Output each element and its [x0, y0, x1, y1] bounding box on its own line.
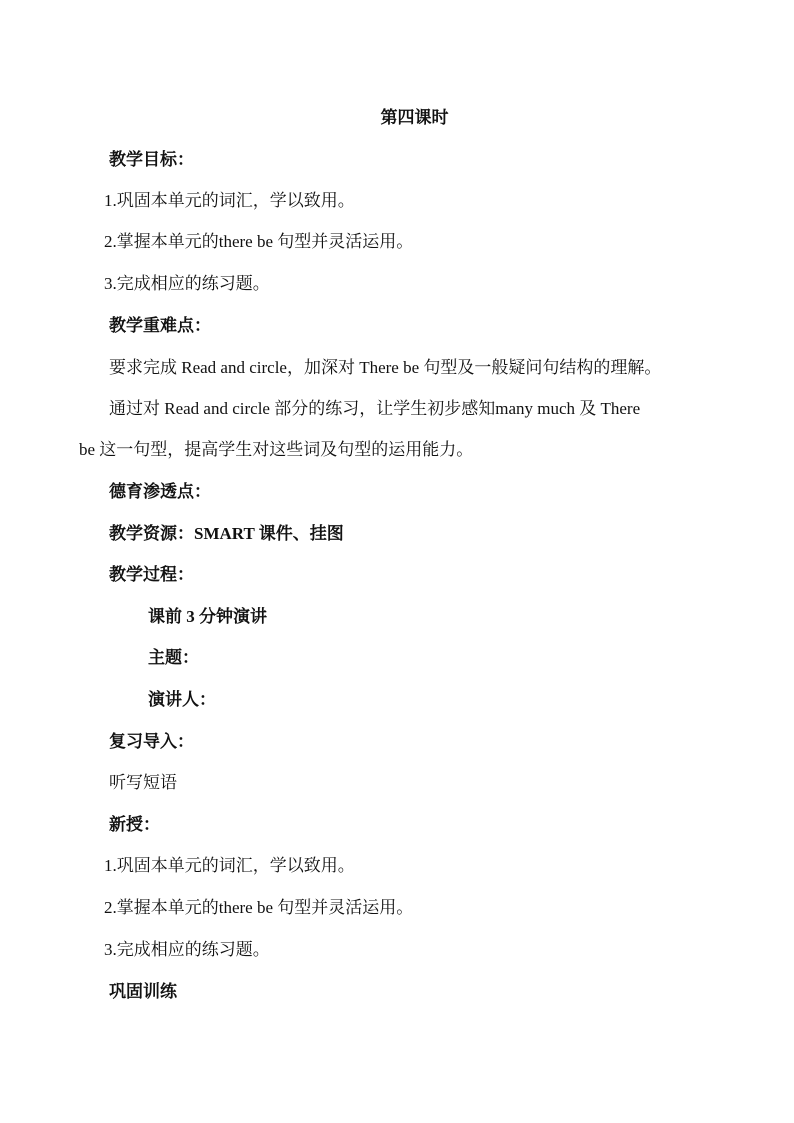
review-text: 听写短语	[109, 773, 177, 792]
keypoints-line-3: be 这一句型，提高学生对这些词及句型的运用能力。	[79, 440, 474, 459]
keypoints-line-2: 通过对 Read and circle 部分的练习，让学生初步感知many much 及 There	[109, 399, 641, 418]
speaker-label: 演讲人：	[148, 690, 216, 709]
keypoints-heading: 教学重难点：	[109, 316, 211, 335]
new-item-1: 1.巩固本单元的词汇，学以致用。	[104, 856, 355, 875]
moral-heading: 德育渗透点：	[109, 482, 211, 501]
resources-line: 教学资源：SMART 课件、挂图	[109, 524, 344, 543]
lesson-title: 第四课时	[380, 108, 449, 127]
practice-heading: 巩固训练	[109, 982, 177, 1001]
new-item-3: 3.完成相应的练习题。	[104, 940, 270, 959]
objective-item-1: 1.巩固本单元的词汇，学以致用。	[104, 191, 355, 210]
review-heading: 复习导入：	[109, 732, 194, 751]
topic-label: 主题：	[148, 648, 199, 667]
objectives-heading: 教学目标：	[109, 150, 194, 169]
objective-item-3: 3.完成相应的练习题。	[104, 274, 270, 293]
new-item-2: 2.掌握本单元的there be 句型并灵活运用。	[104, 898, 414, 917]
objective-item-2: 2.掌握本单元的there be 句型并灵活运用。	[104, 232, 414, 251]
speech-heading: 课前 3 分钟演讲	[148, 607, 267, 626]
new-heading: 新授：	[109, 815, 160, 834]
process-heading: 教学过程：	[109, 565, 194, 584]
keypoints-line-1: 要求完成 Read and circle，加深对 There be 句型及一般疑问句结构的理解。	[109, 358, 662, 377]
